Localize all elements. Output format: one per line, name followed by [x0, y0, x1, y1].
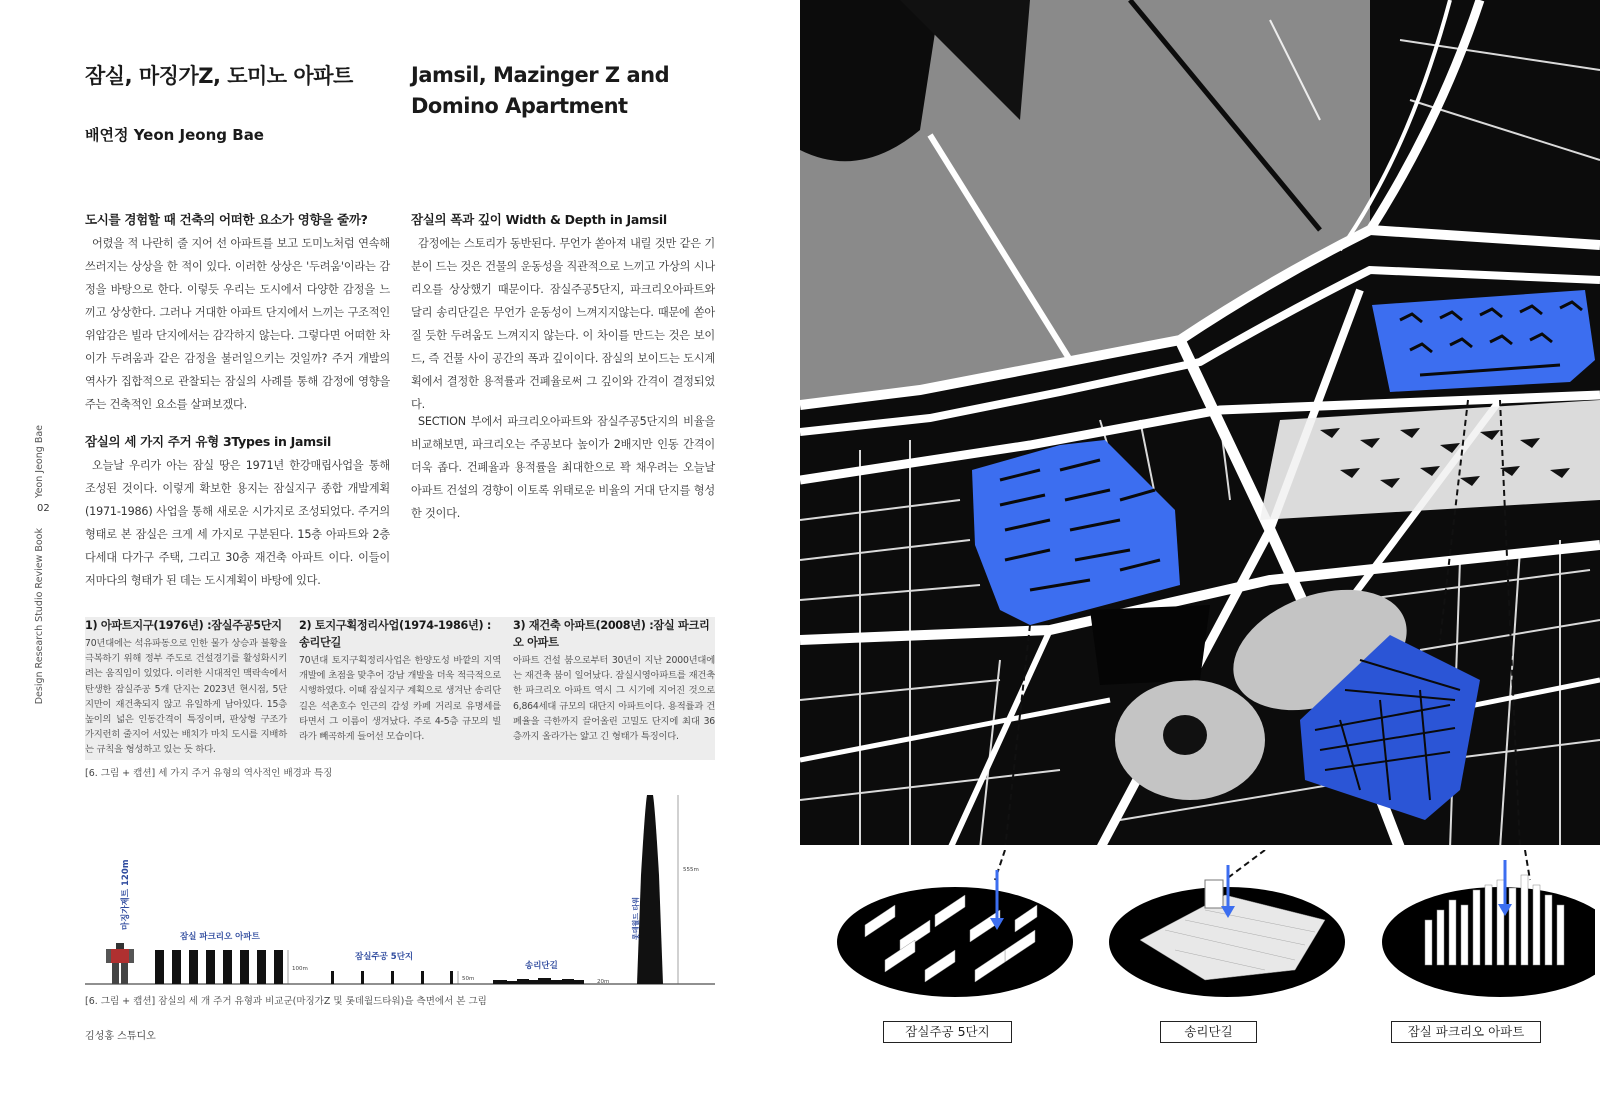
highlight-parkrio	[1372, 290, 1595, 392]
table-text-1: 70년대에는 석유파동으로 인한 물가 상승과 불황을 극복하기 위해 정부 주도로 건설경기를 활성화시키려는 움직임이 있었다. 이러한 시대적인 맥락속에서 탄생한 잠실주공 5개 단지는 2023년 현시점, 5단지만이 재건축되지 않고 유일하게 남아있다. 15층 높이의 넓은 인동간격이 특징이며, 판상형 구조가 가지런히 줄지어 서있는 배치가 마치 도시를 지배하는 규칙을 형성하고 있는 듯 하다.	[85, 638, 287, 756]
jugong-bars	[331, 971, 453, 984]
elevation-caption: [6. 그림 + 캡션] 잠실의 세 개 주거 유형과 비교군(마징가Z 및 롯데월드타워)을 측면에서 본 그림	[85, 996, 487, 1007]
table-column-2	[299, 617, 501, 744]
elevation-diagram	[85, 795, 720, 990]
label-jugong: 잠실주공 5단지	[355, 952, 414, 962]
page-number: 02	[37, 503, 50, 514]
map-label-parkrio: 잠실 파크리오 아파트	[1391, 1021, 1541, 1043]
section-paragraph-2: 오늘날 우리가 아는 잠실 땅은 1971년 한강매립사업을 통해 조성된 것이다. 이렇게 확보한 용지는 잠실지구 종합 개발계획(1971-1986) 사업을 통해 새로운 시가지로 조성되었다. 주거의 형태로 본 잠실은 크게 세 가지로 구분된다. 15층 아파트와 2층 다세대 다가구 주택, 그리고 30층 재건축 아파트 이다. 이들이 저마다의 형태가 된 데는 도시계획이 바탕에 있다.	[85, 459, 390, 587]
dim-jugong: 50m	[462, 976, 475, 982]
dim-songridan: 20m	[597, 979, 610, 985]
section-heading-3: 잠실의 폭과 깊이 Width & Depth in Jamsil	[411, 212, 667, 227]
section-paragraph-1: 어렸을 적 나란히 줄 지어 선 아파트를 보고 도미노처럼 연속해 쓰러지는 상상을 한 적이 있다. 이러한 상상은 '두려움'이라는 감정을 바탕으로 한다. 이렇듯 우리는 도시에서 다양한 감정을 느끼고 상상한다. 그러나 거대한 아파트 단지에서 느끼는 구조적인 위압감은 빌라 단지에서는 감각하지 않는다. 그렇다면 어떠한 차이가 두려움과 같은 감정을 불러일으키는 것일까? 주거 개발의 역사가 집합적으로 관찰되는 잠실의 사례를 통해 감정에 영향을 주는 건축적인 요소를 살펴보겠다.	[85, 237, 390, 411]
section-paragraph-3a: 감정에는 스토리가 동반된다. 무언가 쏟아져 내릴 것만 같은 기분이 드는 것은 건물의 운동성을 직관적으로 느끼고 가상의 시나리오를 상상했기 때문이다. 잠실주공5단지, 파크리오아파트와 달리 송리단길은 무언가 운동성이 느껴지지않는다. 때문에 쏟아질 듯한 두려움도 느껴지지 않는다. 이 차이를 만드는 것은 보이드, 즉 건물 사이 공간의 폭과 깊이이다. 잠실의 보이드는 도시계획에서 결정한 용적률과 건폐율로써 그 깊이와 간격이 결정되었다.	[411, 237, 715, 411]
parkrio-bars	[155, 950, 283, 984]
dim-parkrio: 100m	[292, 966, 308, 972]
label-songridan: 송리단길	[525, 961, 558, 971]
history-table	[85, 617, 715, 760]
map-label-jugong: 잠실주공 5단지	[883, 1021, 1012, 1043]
table-heading-3: 3) 재건축 아파트(2008년) :잠실 파크리오 아파트	[513, 619, 710, 649]
page-title-korean: 잠실, 마징가Z, 도미노 아파트	[85, 64, 353, 88]
table-column-1	[85, 617, 287, 758]
table-column-3	[513, 617, 715, 744]
label-mazinger: 마징가제트 120m	[121, 859, 131, 930]
author-name: 배연정 Yeon Jeong Bae	[85, 126, 264, 144]
map-label-songridan: 송리단길	[1160, 1021, 1257, 1043]
table-heading-2: 2) 토지구획정리사업(1974-1986년) :송리단길	[299, 619, 492, 649]
table-heading-1: 1) 아파트지구(1976년) :잠실주공5단지	[85, 619, 282, 632]
dim-lotte: 555m	[683, 867, 699, 873]
map-drawing	[800, 0, 1600, 849]
table-text-3: 아파트 건설 붐으로부터 30년이 지난 2000년대에는 재건축 붐이 일어났다. 잠실시영아파트를 재건축한 파크리오 아파트 역시 그 시기에 지어진 것으로 6,864세대 규모의 대단지 아파트이다. 용적률과 건폐율을 극한까지 끌어올린 고밀도 단지에 최대 36층까지 올라가는 얇고 긴 형태가 특징이다.	[513, 655, 715, 743]
section-heading-1: 도시를 경험할 때 건축의 어떠한 요소가 영향을 줄까?	[85, 212, 368, 227]
side-author: Yeon Jeong Bae	[34, 425, 45, 498]
table-text-2: 70년대 토지구획정리사업은 한양도성 바깥의 지역 개발에 초점을 맞추어 강남 개발을 더욱 적극적으로 시행하였다. 이때 잠실지구 계획으로 생겨난 송리단길은 석촌호수 인근의 감성 카페 거리로 유명세를 타면서 그 이름이 생겨났다. 주로 4-5층 규모의 빌라가 빼곡하게 들어선 모습이다.	[299, 655, 501, 743]
axonometric-vignettes	[825, 850, 1595, 1000]
footer-studio: 김성홍 스튜디오	[85, 1031, 156, 1042]
songridan-bars	[493, 978, 584, 984]
table-caption: [6. 그림 + 캡션] 세 가지 주거 유형의 역사적인 배경과 특징	[85, 768, 333, 779]
section-heading-2: 잠실의 세 가지 주거 유형 3Types in Jamsil	[85, 434, 331, 449]
mazinger-z-figure	[106, 943, 134, 984]
page-title-english: Jamsil, Mazinger Z and Domino Apartment	[411, 63, 670, 118]
lotte-block	[1090, 605, 1210, 685]
side-book-title: Design Research Studio Review Book	[34, 528, 45, 705]
lotte-tower-shape	[637, 795, 663, 984]
label-lotte: 롯데월드 타워	[632, 896, 640, 940]
section-paragraph-3b: SECTION 부에서 파크리오아파트와 잠실주공5단지의 비율을 비교해보면, 파크리오는 주공보다 높이가 2배지만 인동 간격이 더욱 좁다. 건폐율과 용적률을 최대한으로 꽉 채우려는 오늘날 아파트 건설의 경향이 이토록 위태로운 비율의 거대 단지를 형성한 것이다.	[411, 415, 715, 520]
label-parkrio: 잠실 파크리오 아파트	[180, 932, 260, 942]
site-map	[800, 0, 1600, 849]
